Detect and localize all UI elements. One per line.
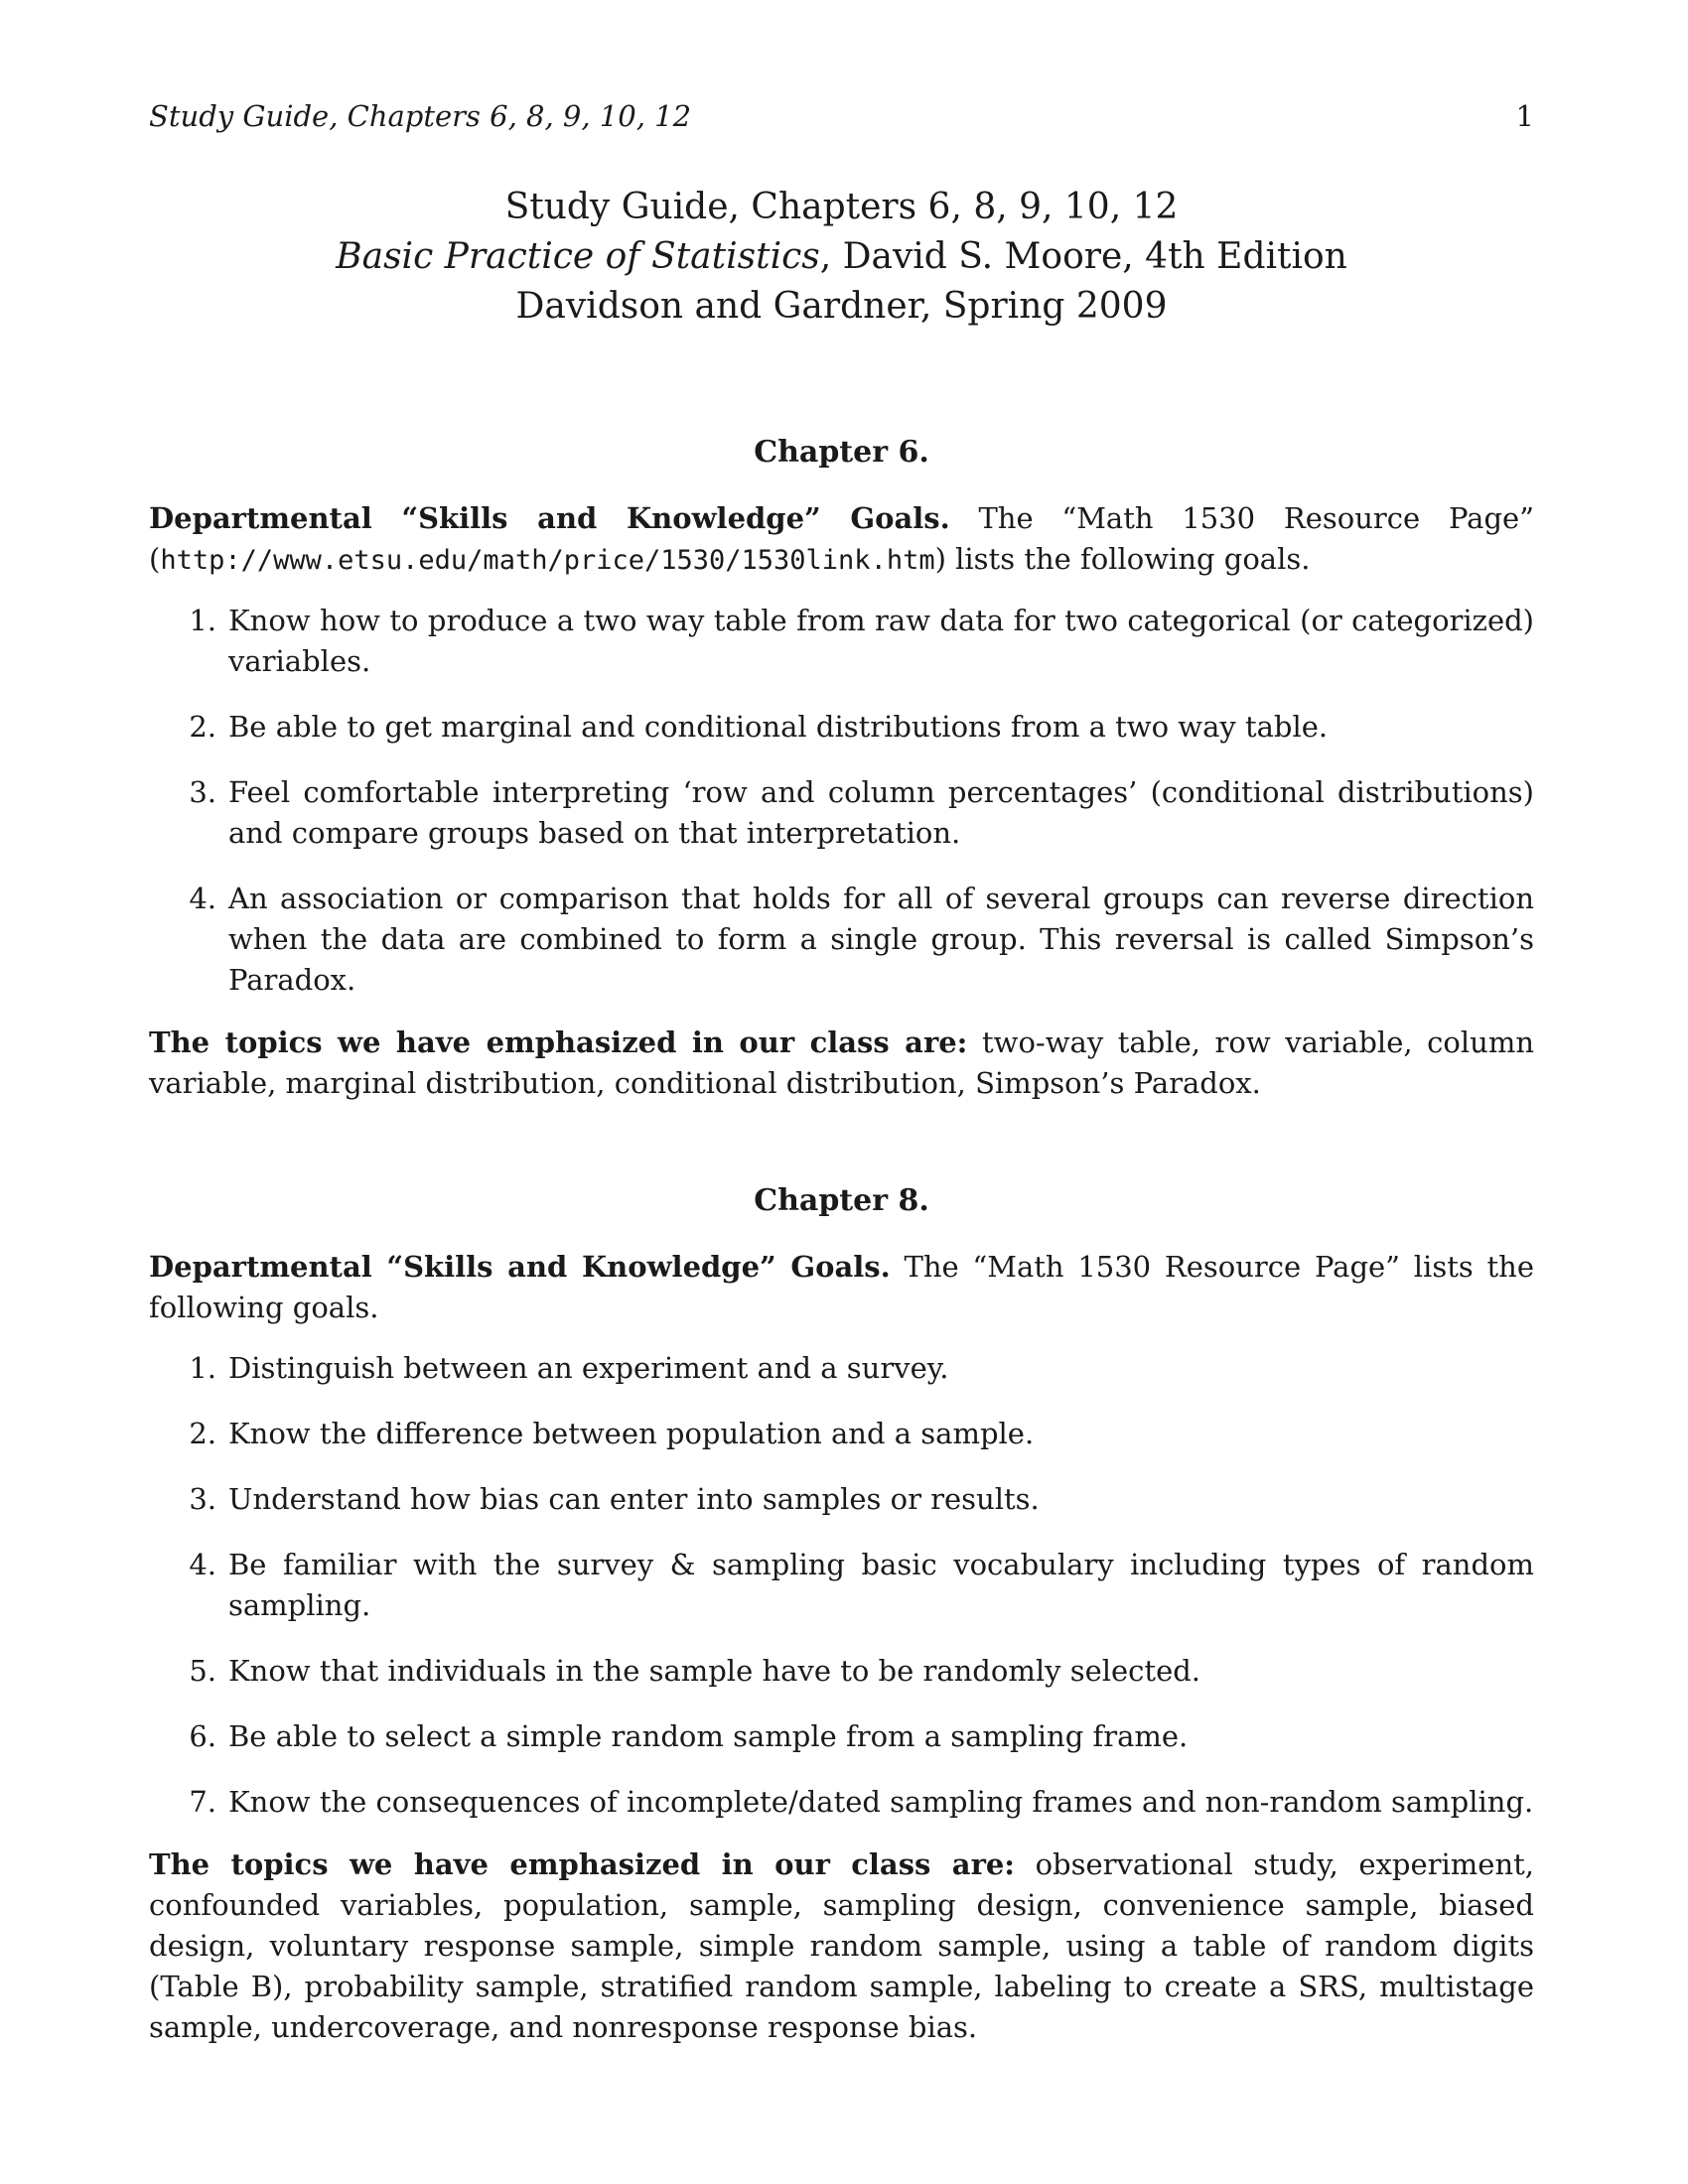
list-item-number: 6. (189, 1719, 216, 1753)
list-item-text: Be able to select a simple random sample from a sampling frame. (228, 1719, 1189, 1753)
chapter-6-topics (149, 1023, 1534, 1104)
list-item-number: 3. (189, 775, 216, 809)
list-item-text: An association or comparison that holds for all of several groups can reverse direction when the data are combined to form a single group. This reversal is called Simpson’s Paradox. (228, 882, 1534, 997)
list-item-number: 4. (189, 882, 216, 915)
running-head (149, 99, 1534, 133)
document-title: Study Guide, Chapters 6, 8, 9, 10, 12 (504, 187, 1179, 227)
title-block (149, 183, 1534, 332)
document-page (149, 99, 1534, 2048)
list-item-text: Be able to get marginal and conditional distributions from a two way table. (228, 710, 1329, 744)
list-item (149, 1348, 1534, 1389)
chapter-6-heading: Chapter 6. (754, 435, 929, 470)
list-item (149, 601, 1534, 682)
list-item (149, 1479, 1534, 1520)
running-head-title: Study Guide, Chapters 6, 8, 9, 10, 12 (149, 99, 692, 133)
list-item (149, 1651, 1534, 1692)
list-item (149, 707, 1534, 748)
book-title: Basic Practice of Statistics (336, 236, 820, 277)
goals-intro-lead: Departmental “Skills and Knowledge” Goals. (149, 1250, 891, 1284)
goals-intro-lead: Departmental “Skills and Knowledge” Goals. (149, 501, 950, 535)
list-item-text: Know the difference between population and a sample. (228, 1417, 1035, 1450)
list-item-number: 3. (189, 1482, 216, 1516)
topics-lead: The topics we have emphasized in our class are: (149, 1847, 1016, 1881)
list-item-text: Feel comfortable interpreting ‘row and column percentages’ (conditional distributions) and compare groups based on that interpretation. (228, 775, 1534, 850)
list-item-number: 2. (189, 1417, 216, 1450)
authors-term: Davidson and Gardner, Spring 2009 (515, 286, 1168, 327)
chapter-6-goal-list (149, 601, 1534, 1001)
chapter-8-goals-intro (149, 1247, 1534, 1328)
list-item-number: 7. (189, 1785, 216, 1819)
chapter-6-goals-intro (149, 498, 1534, 581)
list-item (149, 1782, 1534, 1823)
list-item-text: Be familiar with the survey & sampling basic vocabulary including types of random sampling. (228, 1548, 1534, 1622)
list-item (149, 772, 1534, 854)
resource-page-url[interactable]: http://www.etsu.edu/math/price/1530/1530link.htm (160, 545, 935, 576)
book-author-edition: , David S. Moore, 4th Edition (819, 236, 1347, 277)
list-item (149, 1414, 1534, 1454)
list-item-number: 5. (189, 1654, 216, 1688)
chapter-8-topics (149, 1844, 1534, 2048)
list-item (149, 1545, 1534, 1626)
topics-text: observational study, experiment, confounded variables, population, sample, sampling design, convenience sample, biased design, voluntary response sample, simple random sample, using a table of random digits (Table B), probability sample, stratified random sample, labeling to create a SRS, multistage sample, undercoverage, and nonresponse response bias. (149, 1847, 1534, 2044)
list-item-text: Know the consequences of incomplete/dated sampling frames and non-random sampling. (228, 1785, 1534, 1819)
list-item (149, 879, 1534, 1001)
list-item-text: Distinguish between an experiment and a survey. (228, 1351, 949, 1385)
list-item (149, 1716, 1534, 1757)
chapter-8-goal-list (149, 1348, 1534, 1823)
goals-intro-text-end: ) lists the following goals. (934, 542, 1311, 576)
list-item-text: Know that individuals in the sample have to be randomly selected. (228, 1654, 1201, 1688)
page-number: 1 (1515, 99, 1534, 133)
list-item-number: 1. (189, 604, 216, 637)
topics-text: two-way table, row variable, column variable, marginal distribution, conditional distribution, Simpson’s Paradox. (149, 1025, 1534, 1100)
chapter-8-heading: Chapter 8. (754, 1183, 929, 1218)
book-line (149, 232, 1534, 282)
topics-lead: The topics we have emphasized in our class are: (149, 1025, 968, 1059)
list-item-number: 1. (189, 1351, 216, 1385)
list-item-number: 2. (189, 710, 216, 744)
list-item-text: Understand how bias can enter into samples or results. (228, 1482, 1040, 1516)
goals-intro-text: The “Math 1530 Resource Page” ( (149, 501, 1534, 576)
list-item-text: Know how to produce a two way table from raw data for two categorical (or categorized) variables. (228, 604, 1534, 678)
goals-intro-text: The “Math 1530 Resource Page” lists the following goals. (149, 1250, 1535, 1324)
list-item-number: 4. (189, 1548, 216, 1581)
